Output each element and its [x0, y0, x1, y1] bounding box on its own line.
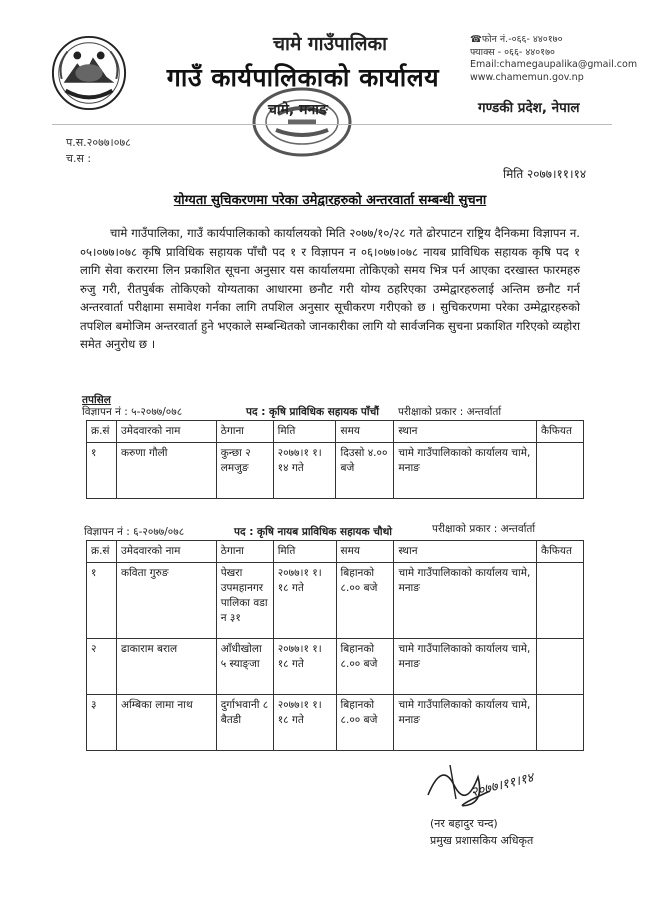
venue-cell: चामे गाउँपालिकाको कार्यालय चामे, मनाङ — [394, 443, 537, 499]
adv-number-1: विज्ञापन नं : ५-२०७७/०७८ — [82, 406, 183, 418]
candidate-name-cell: कविता गुरुङ — [116, 563, 216, 639]
remark-cell — [537, 563, 584, 639]
handwritten-date: २०७७।११।१४ — [469, 770, 536, 801]
date-cell: २०७७।१ १।१८ गते — [273, 639, 336, 695]
column-header: कैफियत — [536, 421, 583, 443]
letter-date: मिति २०७७।११।१४ — [503, 167, 587, 181]
address-cell: कुन्छा २ लमजुङ — [216, 443, 273, 499]
column-header: कैफियत — [537, 541, 584, 563]
office-location: चामे, मनाङ — [268, 102, 328, 118]
table-header-row — [87, 541, 584, 563]
adv-number-2: विज्ञापन नं : ६-२०७७/०७८ — [84, 526, 185, 538]
date-cell: २०७७।१ १।१८ गते — [273, 563, 336, 639]
office-name: गाउँ कार्यपालिकाको कार्यालय — [166, 63, 440, 92]
column-header: क्र.सं — [87, 541, 117, 563]
table-row — [87, 695, 584, 751]
address-cell: आँधीखोला ५ स्याङ्जा — [216, 639, 273, 695]
column-header: स्थान — [394, 541, 537, 563]
serial-cell: १ — [87, 563, 117, 639]
column-header: उमेदवारको नाम — [116, 421, 216, 443]
time-cell: दिउसो ४.०० बजे — [336, 443, 394, 499]
nepal-emblem-icon — [50, 34, 128, 112]
column-header: क्र.सं — [87, 421, 117, 443]
venue-cell: चामे गाउँपालिकाको कार्यालय चामे, मनाङ — [394, 639, 537, 695]
time-cell: बिहानको ८.०० बजे — [336, 563, 394, 639]
email-address: Email:chamegaupalika@gmail.com — [470, 59, 638, 70]
column-header: मिति — [273, 541, 336, 563]
notice-body: चामे गाउँपालिका, गाउँ कार्यपालिकाको कार्यालयको मिति २०७७/१०/२८ गते ढोरपाटन राष्ट्रिय दैनिकमा विज्ञापन न. ०५।०७७।०७८ कृषि प्राविधिक सहायक पाँचौ पद १ र विज्ञापन न ०६।०७७।०७८ नायब प्राविधिक सहायक कृषि पद १ लागि सेवा करारमा लिन प्रकाशित सूचना अनुसार यस कार्यालयमा तोकिएको समय भित्र पर्न आएका दरखास्त फारमहरु रुजु गरी, रीतपुर्बक तोकिएको योग्यताका आधारमा छनौट गरी योग्य ठहरिएका उम्मेद्वारहरुलाई अन्तिम छनौट गर्न अन्तरवार्ता परीक्षामा समावेश गर्नका लागि तपशिल अनुसार सूचीकरण गरीएको छ । सुचिकरणमा परेका उम्मेद्वारहरुको तपशिल बमोजिम अन्तरवार्ता हुने भएकाले सम्बन्धितको जानकारीका लागि यो सार्वजनिक सुचना प्रकाशित गरिएको व्यहोरा समेत अनुरोध छ । — [80, 226, 580, 351]
remark-cell — [537, 639, 584, 695]
address-cell: पेखरा उपमहानगर पालिका वडा न ३१ — [216, 563, 273, 639]
notice-subject: योग्यता सुचिकरणमा परेका उमेद्वारहरुको अन्तरवार्ता सम्बन्धी सुचना — [173, 193, 487, 208]
column-header: मिति — [273, 421, 336, 443]
column-header: उमेदवारको नाम — [116, 541, 216, 563]
column-header: ठेगाना — [216, 541, 273, 563]
office-stamp-icon — [248, 84, 356, 160]
candidate-table-1 — [86, 420, 584, 499]
fax-number: फ्याक्स - ०६६- ४४०१७० — [470, 46, 555, 58]
table-row — [87, 563, 584, 639]
candidate-name-cell: ढाकाराम बराल — [116, 639, 216, 695]
signer-name: (नर बहादुर चन्द) — [430, 817, 498, 830]
address-cell: दुर्गाभवानी ८ बैतडी — [216, 695, 273, 751]
details-heading: तपसिल — [82, 394, 111, 406]
dispatch-number: च.स : — [66, 152, 92, 165]
signer-title: प्रमुख प्रशासकिय अधिकृत — [430, 834, 534, 847]
phone-number: ☎फोन नं.-०६६- ४४०१७० — [470, 34, 563, 45]
serial-cell: २ — [87, 639, 117, 695]
exam-type-1: परीक्षाको प्रकार : अन्तर्वार्ता — [398, 406, 502, 418]
exam-type-2: परीक्षाको प्रकार : अन्तर्वार्ता — [432, 523, 536, 535]
post-name-2: पद : कृषि नायब प्राविधिक सहायक चौथो — [234, 526, 393, 538]
column-header: समय — [336, 421, 394, 443]
candidate-table-2 — [86, 540, 584, 751]
website-address: www.chamemun.gov.np — [470, 71, 584, 83]
candidate-name-cell: अम्बिका लामा नाथ — [116, 695, 216, 751]
remark-cell — [537, 695, 584, 751]
candidate-name-cell: करुणा गौली — [116, 443, 216, 499]
reference-numbers — [66, 135, 131, 167]
venue-cell: चामे गाउँपालिकाको कार्यालय चामे, मनाङ — [394, 695, 537, 751]
serial-cell: १ — [87, 443, 117, 499]
time-cell: बिहानको ८.०० बजे — [336, 639, 394, 695]
table-row — [87, 443, 584, 499]
serial-cell: ३ — [87, 695, 117, 751]
column-header: समय — [336, 541, 394, 563]
column-header: ठेगाना — [216, 421, 273, 443]
remark-cell — [536, 443, 583, 499]
letter-number: प.स.२०७७।०७८ — [66, 136, 131, 149]
post-name-1: पद : कृषि प्राविधिक सहायक पाँचौं — [246, 406, 379, 418]
time-cell: बिहानको ८.०० बजे — [336, 695, 394, 751]
signer-block — [430, 815, 533, 849]
date-cell: २०७७।१ १।१८ गते — [273, 695, 336, 751]
municipality-name: चामे गाउँपालिका — [272, 33, 388, 55]
province-label: गण्डकी प्रदेश, नेपाल — [478, 100, 580, 116]
table-row — [87, 639, 584, 695]
contact-block — [470, 34, 637, 84]
header-divider — [52, 124, 612, 125]
column-header: स्थान — [394, 421, 537, 443]
table-header-row — [87, 421, 584, 443]
venue-cell: चामे गाउँपालिकाको कार्यालय चामे, मनाङ — [394, 563, 537, 639]
date-cell: २०७७।१ १।१४ गते — [273, 443, 336, 499]
